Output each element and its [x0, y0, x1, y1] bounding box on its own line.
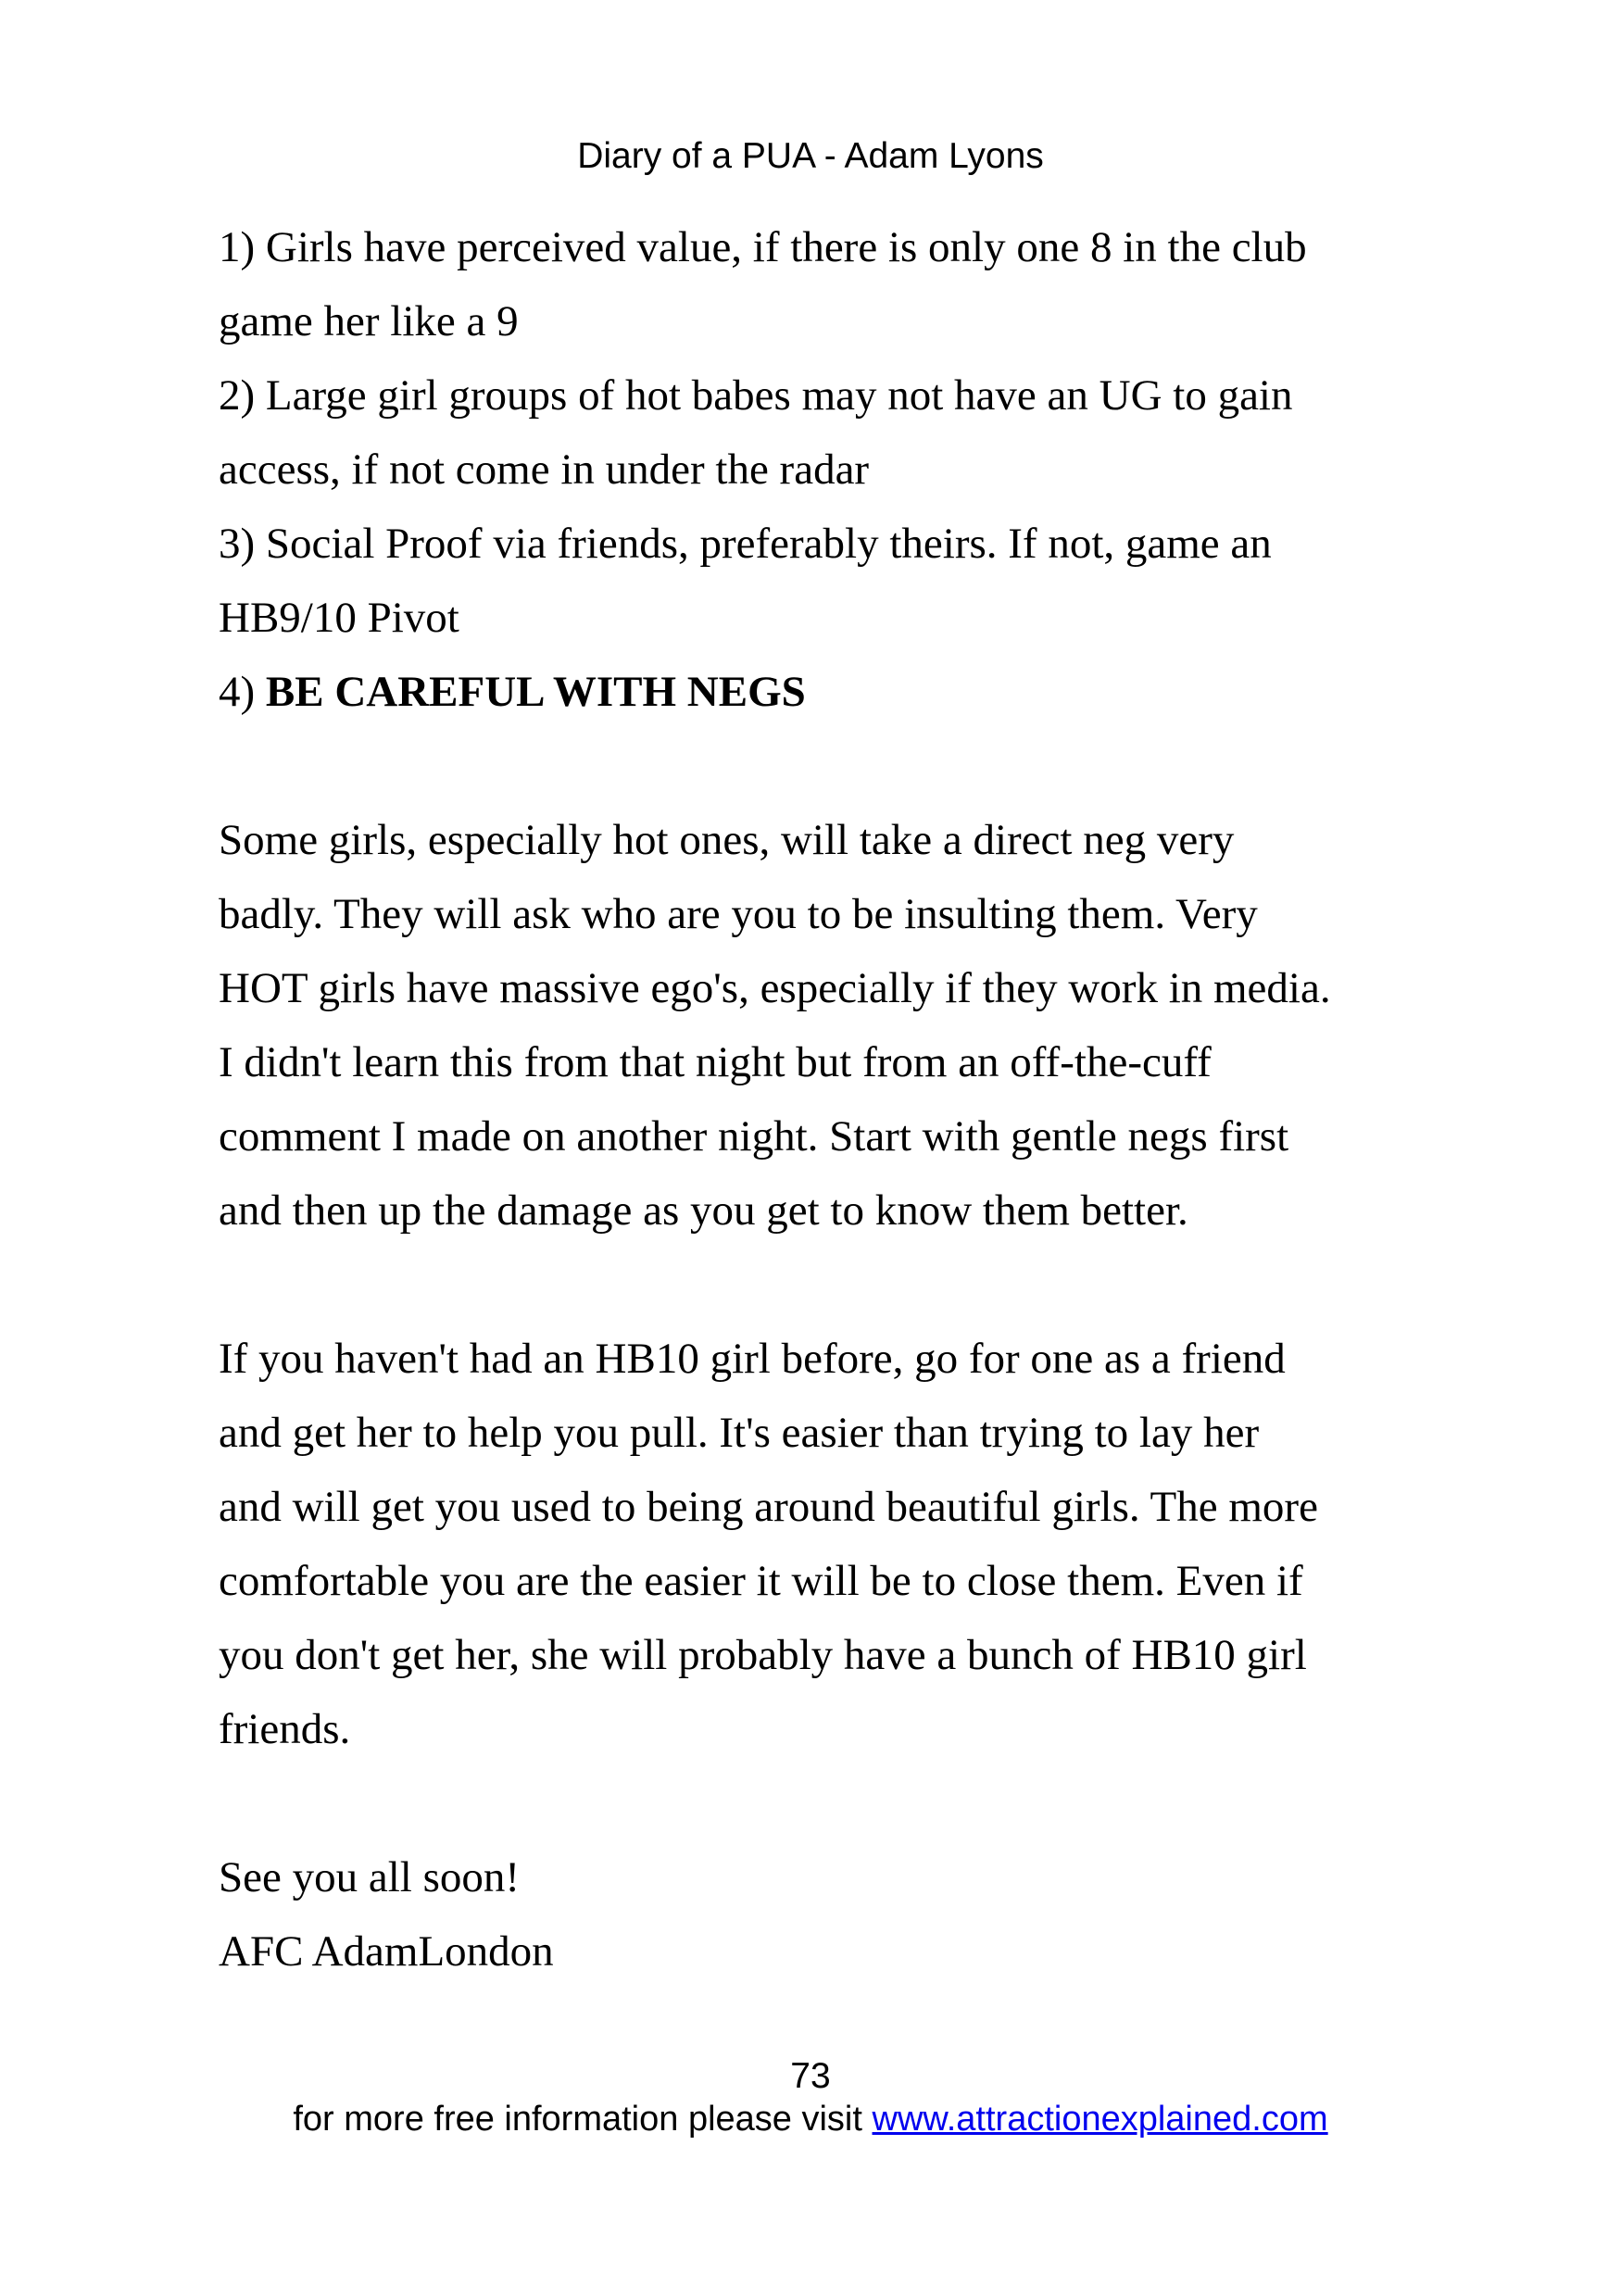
footer — [0, 2097, 1621, 2141]
paragraph-spacer — [219, 1248, 1451, 1322]
paragraph-1-line-4: I didn't learn this from that night but from an off-the-cuff — [219, 1038, 1212, 1086]
paragraph-2-line-4: comfortable you are the easier it will be to close them. Even if — [219, 1557, 1303, 1605]
paragraph-2-line-6: friends. — [219, 1705, 351, 1753]
paragraph-1-line-2: badly. They will ask who are you to be insulting them. Very — [219, 890, 1258, 938]
footer-website-link[interactable]: www.attractionexplained.com — [872, 2100, 1328, 2139]
paragraph-1-line-6: and then up the damage as you get to know them better. — [219, 1186, 1188, 1235]
body-text — [219, 210, 1451, 1989]
list-item-4 — [219, 655, 1451, 729]
list-item-1-line-2: game her like a 9 — [219, 297, 519, 345]
paragraph-2-line-1: If you haven't had an HB10 girl before, go for one as a friend — [219, 1335, 1286, 1383]
page-header: Diary of a PUA - Adam Lyons — [577, 136, 1044, 176]
paragraph-2-line-5: you don't get her, she will probably have a bunch of HB10 girl — [219, 1631, 1307, 1679]
page-number: 73 — [790, 2056, 831, 2096]
paragraph-2-line-3: and will get you used to being around beautiful girls. The more — [219, 1483, 1318, 1531]
signoff-name: AFC AdamLondon — [219, 1927, 554, 1976]
list-item-2-line-2: access, if not come in under the radar — [219, 445, 870, 494]
list-item-4-bold-heading: BE CAREFUL WITH NEGS — [265, 668, 806, 716]
footer-text: for more free information please visit — [293, 2100, 873, 2139]
signoff-greeting: See you all soon! — [219, 1853, 521, 1901]
list-item-3-line-1: 3) Social Proof via friends, preferably theirs. If not, game an — [219, 520, 1272, 568]
paragraph-1-line-5: comment I made on another night. Start with gentle negs first — [219, 1112, 1289, 1161]
paragraph-spacer — [219, 729, 1451, 803]
paragraph-spacer — [219, 1766, 1451, 1840]
paragraph-1-line-3: HOT girls have massive ego's, especially if they work in media. — [219, 964, 1331, 1012]
list-item-2-line-1: 2) Large girl groups of hot babes may not have an UG to gain — [219, 371, 1293, 420]
list-item-1-line-1: 1) Girls have perceived value, if there is only one 8 in the club — [219, 223, 1307, 271]
paragraph-1-line-1: Some girls, especially hot ones, will take a direct neg very — [219, 816, 1235, 864]
paragraph-2-line-2: and get her to help you pull. It's easier than trying to lay her — [219, 1409, 1260, 1457]
list-item-3-line-2: HB9/10 Pivot — [219, 594, 459, 642]
list-item-4-number: 4) — [219, 668, 266, 716]
